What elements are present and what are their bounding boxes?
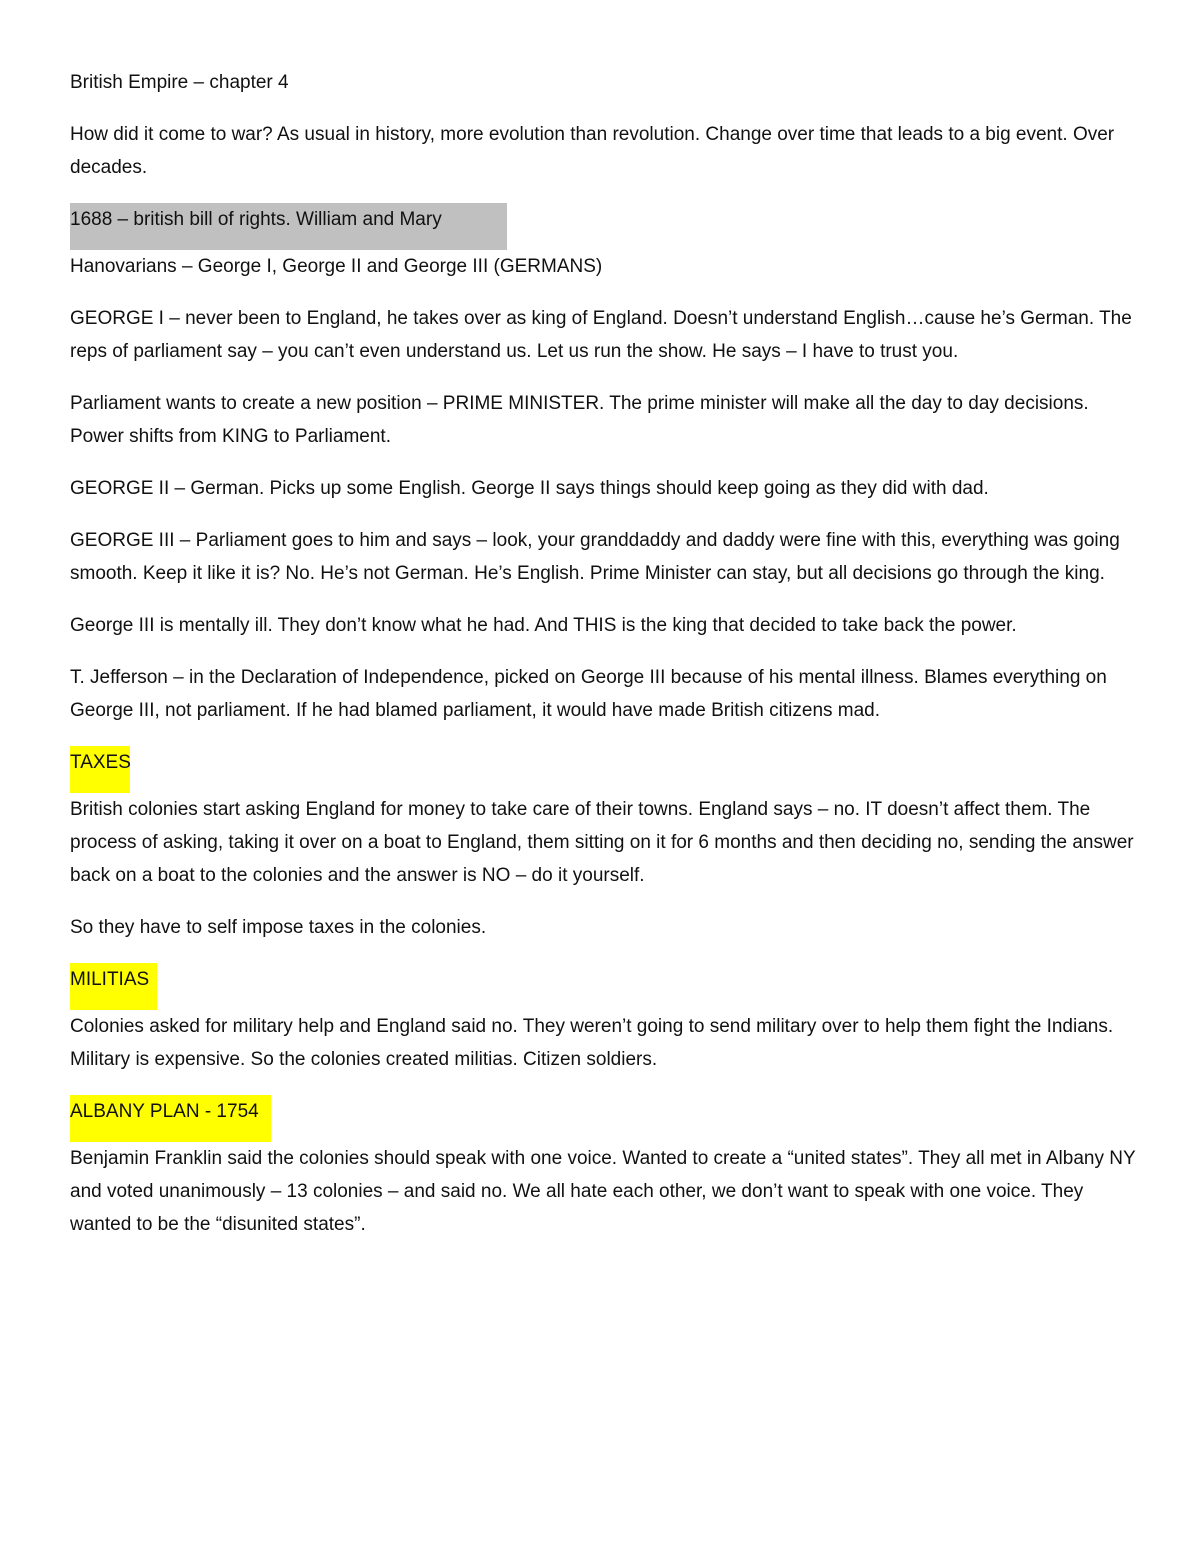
albany-heading-line <box>70 1095 1140 1142</box>
gray-highlight: 1688 – british bill of rights. William and Mary <box>70 203 507 250</box>
george-i-paragraph: GEORGE I – never been to England, he takes over as king of England. Doesn’t understand English…cause he’s German. The reps of parliament say – you can’t even understand us. Let us run the show. He says – I have to trust you. <box>70 308 1132 362</box>
albany-paragraph: Benjamin Franklin said the colonies should speak with one voice. Wanted to create a “united states”. They all met in Albany NY and voted unanimously – 13 colonies – and said no. We all hate each other, we don’t want to speak with one voice. They wanted to be the “disunited states”. <box>70 1148 1136 1235</box>
george-ii-paragraph: GEORGE II – German. Picks up some English. George II says things should keep going as they did with dad. <box>70 478 989 499</box>
taxes-paragraph: British colonies start asking England for money to take care of their towns. England says – no. IT doesn’t affect them. The process of asking, taking it over on a boat to England, them sitting on it for 6 months and then deciding no, sending the answer back on a boat to the colonies and the answer is NO – do it yourself. <box>70 799 1134 886</box>
taxes-heading-line <box>70 746 1140 793</box>
hanovarians-paragraph: Hanovarians – George I, George II and George III (GERMANS) <box>70 256 603 277</box>
militias-heading-line <box>70 963 1140 1010</box>
militias-paragraph: Colonies asked for military help and England said no. They weren’t going to send military over to help them fight the Indians. Military is expensive. So the colonies created militias. Citizen soldiers. <box>70 1016 1114 1070</box>
albany-plan-heading: ALBANY PLAN - 1754 <box>70 1095 271 1142</box>
jefferson-paragraph: T. Jefferson – in the Declaration of Independence, picked on George III because of his mental illness. Blames everything on George III, not parliament. If he had blamed parliament, it would have made British citizens mad. <box>70 667 1107 721</box>
bill-of-rights-line <box>70 203 1140 250</box>
militias-heading: MILITIAS <box>70 963 157 1010</box>
mental-illness-paragraph: George III is mentally ill. They don’t know what he had. And THIS is the king that decided to take back the power. <box>70 615 1017 636</box>
intro-paragraph: How did it come to war? As usual in history, more evolution than revolution. Change over time that leads to a big event. Over decades. <box>70 124 1115 178</box>
document-title: British Empire – chapter 4 <box>70 72 289 93</box>
taxes-heading: TAXES <box>70 746 130 793</box>
parliament-paragraph: Parliament wants to create a new position – PRIME MINISTER. The prime minister will make all the day to day decisions. Power shifts from KING to Parliament. <box>70 393 1089 447</box>
george-iii-paragraph: GEORGE III – Parliament goes to him and says – look, your granddaddy and daddy were fine with this, everything was going smooth. Keep it like it is? No. He’s not German. He’s English. Prime Minister can stay, but all decisions go through the king. <box>70 530 1120 584</box>
document-body <box>70 66 1140 1260</box>
taxes-followup-paragraph: So they have to self impose taxes in the colonies. <box>70 917 487 938</box>
